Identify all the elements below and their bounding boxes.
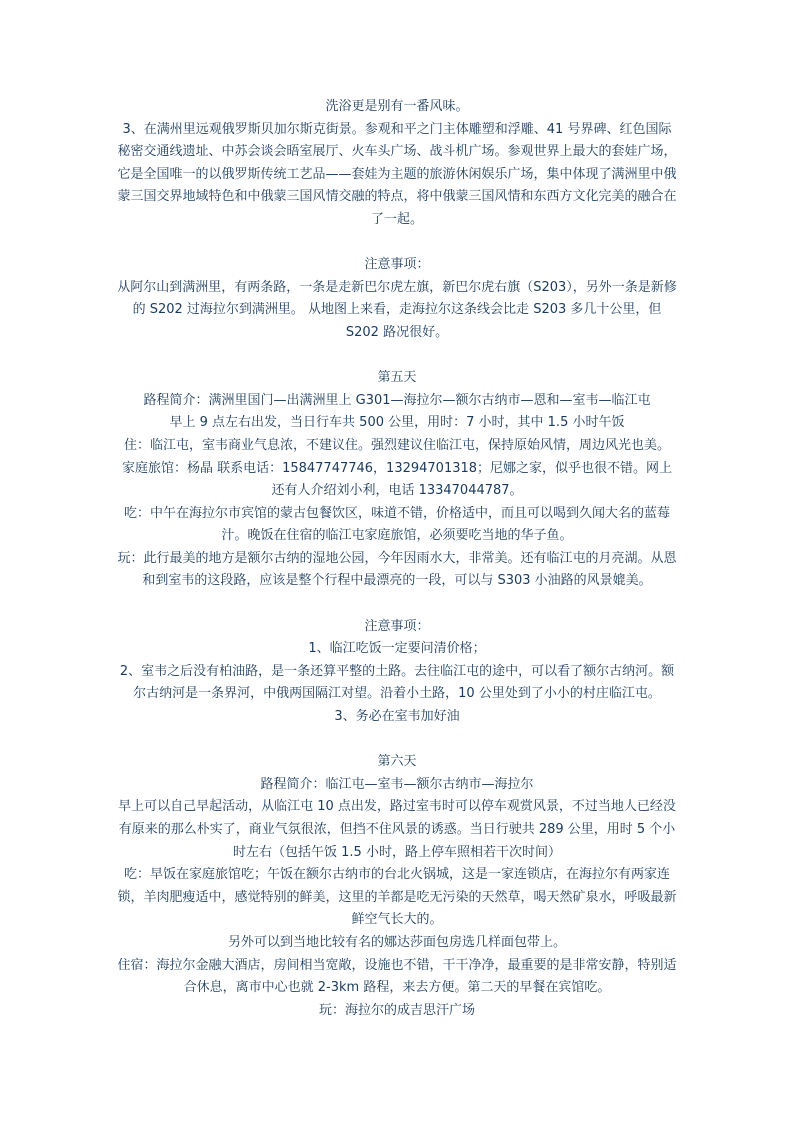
blank-line (117, 593, 677, 616)
paragraph: 玩：此行最美的地方是额尔古纳的湿地公园，今年因雨水大，非常美。还有临江屯的月亮湖。从恩和到室韦的这段路，应该是整个行程中最漂亮的一段，可以与 S303 小油路的风景媲美。 (117, 550, 677, 589)
paragraph: 吃：早饭在家庭旅馆吃；午饭在额尔古纳市的台北火锅城，这是一家连锁店，在海拉尔有两家连锁，羊肉肥瘦适中，感觉特别的鲜美，这里的羊都是吃无污染的天然草，喝天然矿泉水，呼吸最新鲜空气长大的。 (117, 867, 677, 928)
paragraph: 吃：中午在海拉尔市宾馆的蒙古包餐饮区，味道不错，价格适中，而且可以喝到久闻大名的蓝莓汁。晚饭在住宿的临江屯家庭旅馆，必须要吃当地的华子鱼。 (123, 505, 670, 544)
paragraph: 住：临江屯，室韦商业气息浓，不建议住。强烈建议住临江屯，保持原始风情，周边风光也美。 (123, 437, 670, 453)
blank-line (117, 232, 677, 255)
section-heading: 第五天 (377, 370, 417, 386)
paragraph: 路程简介：满洲里国门—出满洲里上 G301—海拉尔—额尔古纳市—恩和—室韦—临江屯 (143, 392, 651, 408)
document-page (117, 96, 677, 1022)
blank-line (117, 729, 677, 752)
section-heading: 注意事项： (364, 257, 430, 273)
paragraph: 2、室韦之后没有柏油路，是一条还算平整的土路。去往临江屯的途中，可以看了额尔古纳河。额尔古纳河是一条界河，中俄两国隔江对望。沿着小土路，10 公里处到了小小的村庄临江屯。 (119, 663, 675, 702)
paragraph: 路程简介：临江屯—室韦—额尔古纳市—海拉尔 (260, 776, 534, 792)
paragraph: 3、务必在室韦加好油 (334, 709, 460, 725)
paragraph: 住宿：海拉尔金融大酒店，房间相当宽敞，设施也不错，干干净净，最重要的是非常安静，特别适合休息，离市中心也就 2-3km 路程，来去方便。第二天的早餐在宾馆吃。 (117, 957, 677, 996)
paragraph: 3、在满州里远观俄罗斯贝加尔斯克街景。参观和平之门主体雕塑和浮雕、41 号界碑、红色国际秘密交通线遗址、中苏会谈会晤室展厅、火车头广场、战斗机广场。参观世界上最大的套娃广场，它是全国唯一的以俄罗斯传统工艺品——套娃为主题的旅游休闲娱乐广场，集中体现了满洲里中俄蒙三国交界地域特色和中俄蒙三国风情交融的特点，将中俄蒙三国风情和东西方文化完美的融合在了一起。 (117, 121, 677, 227)
paragraph: 玩：海拉尔的成吉思汗广场 (318, 1002, 475, 1018)
paragraph: 1、临江吃饭一定要问清价格； (308, 641, 486, 657)
section-heading: 注意事项： (364, 618, 430, 634)
paragraph: 家庭旅馆：杨晶 联系电话：15847747746，13294701318；尼娜之家，似乎也很不错。网上还有人介绍刘小利，电话 13347044787。 (121, 460, 673, 499)
paragraph: 另外可以到当地比较有名的娜达莎面包房选几样面包带上。 (227, 934, 566, 950)
blank-line (117, 345, 677, 368)
paragraph: 早上可以自己早起活动，从临江屯 10 点出发，路过室韦时可以停车观赏风景，不过当地人已经没有原来的那么朴实了，商业气氛很浓，但挡不住风景的诱惑。当日行驶共 289 公里，用时 5 个小时左右（包括午饭 1.5 小时，路上停车照相若干次时间） (118, 799, 676, 860)
section-heading: 第六天 (377, 754, 417, 770)
paragraph: 从阿尔山到满洲里，有两条路，一条是走新巴尔虎左旗，新巴尔虎右旗（S203），另外一条是新修的 S202 过海拉尔到满洲里。 从地图上来看，走海拉尔这条线会比走 S203 多几十公里，但 S202 路况很好。 (117, 279, 677, 340)
paragraph: 洗浴更是别有一番风味。 (325, 99, 469, 114)
paragraph: 早上 9 点左右出发，当日行车共 500 公里，用时：7 小时，其中 1.5 小时午饭 (169, 415, 625, 431)
